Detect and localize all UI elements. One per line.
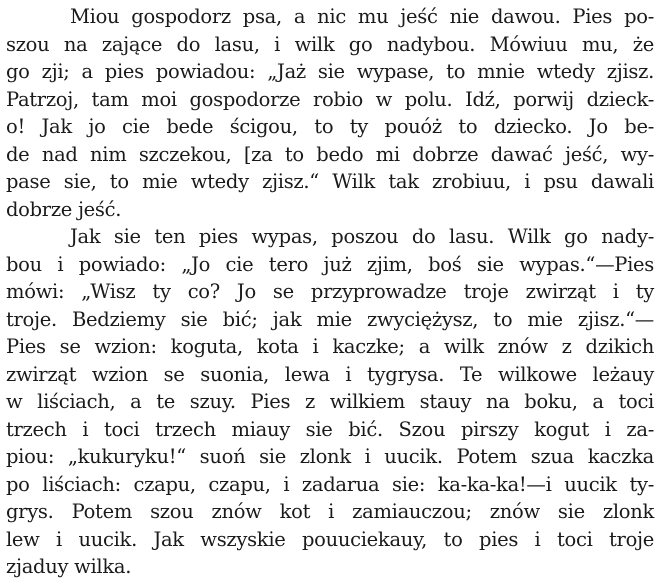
text-line: de nad nim szczekou, [za to bedo mi dobrze dawać jeść, wy-: [6, 142, 654, 166]
text-line: Pies se wzion: koguta, kota i kaczke; a wilk znów z dzikich: [6, 335, 654, 358]
text-line: zjaduy wilka.: [6, 555, 132, 578]
text-line: piou: „kukuryku!“ suoń sie zlonk i uucik. Potem szua kaczka: [6, 445, 654, 468]
text-line: trzech i toci trzech miauy sie bić. Szou pirszy kogut i za-: [6, 417, 654, 441]
text-line: o! Jak jo cie bede ścigou, to ty pouóż to dziecko. Jo be-: [6, 115, 654, 138]
text-line: troje. Bedziemy sie bić; jak mie zwyciężysz, to mie zjisz.“—: [6, 307, 654, 331]
text-line: go zji; a pies powiadou: „Jaż sie wypase, to mnie wtedy zjisz.: [6, 60, 654, 83]
text-line: grys. Potem szou znów kot i zamiauczou; znów sie zlonk: [6, 500, 654, 523]
text-line: Miou gospodorz psa, a nic mu jeść nie dawou. Pies po-: [70, 5, 654, 28]
text-line: szou na zające do lasu, i wilk go nadybou. Mówiuu mu, że: [6, 32, 654, 56]
text-line: zwirząt wzion se suonia, lewa i tygrysa. Te wilkowe leżauy: [6, 362, 654, 386]
text-line: mówi: „Wisz ty co? Jo se przyprowadze troje zwirząt i ty: [6, 280, 654, 303]
text-line: pase sie, to mie wtedy zjisz.“ Wilk tak zrobiuu, i psu dawali: [6, 170, 654, 193]
text-line: lew i uucik. Jak wszyskie pouuciekauy, to pies i toci troje: [6, 527, 654, 551]
text-line: bou i powiado: „Jo cie tero już zjim, boś sie wypas.“—Pies: [6, 252, 654, 276]
text-line: po liściach: czapu, czapu, i zadarua sie: ka-ka-ka!—i uucik ty-: [6, 472, 654, 496]
text-line: Jak sie ten pies wypas, poszou do lasu. Wilk go nady-: [70, 225, 654, 248]
text-line: Patrzoj, tam moi gospodorze robio w polu. Idź, porwij dzieck-: [6, 87, 654, 111]
text-line: dobrze jeść.: [6, 197, 122, 221]
text-line: w liściach, a te szuy. Pies z wilkiem stauy na boku, a toci: [6, 390, 654, 413]
